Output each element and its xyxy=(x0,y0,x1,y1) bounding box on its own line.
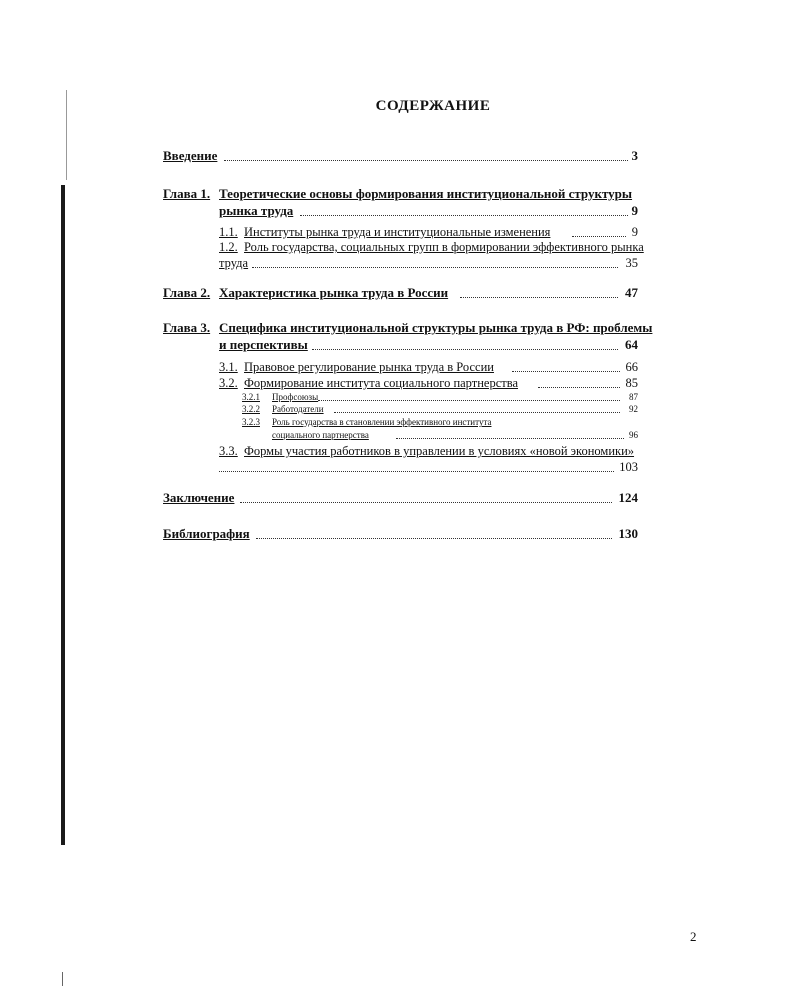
toc-intro[interactable] xyxy=(163,148,217,164)
toc-intro-page: 3 xyxy=(631,148,638,163)
toc-3-2-2-number: 3.2.2 xyxy=(242,404,260,414)
toc-3-2-1-title[interactable]: Профсоюзы xyxy=(272,392,319,402)
toc-3-2-number: 3.2. xyxy=(219,376,238,390)
toc-conclusion[interactable]: Заключение xyxy=(163,490,235,505)
toc-ch1-title-line2[interactable]: рынка труда xyxy=(219,203,294,218)
toc-1-2-title-line2[interactable]: труда xyxy=(219,256,249,270)
toc-ch1-number: Глава 1. xyxy=(163,186,211,201)
toc-ch3-number: Глава 3. xyxy=(163,320,211,335)
toc-3-2-2-page: 92 xyxy=(629,404,638,414)
toc-1-2[interactable] xyxy=(219,240,644,255)
toc-3-2-2-title[interactable]: Работодатели xyxy=(272,404,324,414)
toc-3-3-page: 103 xyxy=(619,460,638,474)
toc-3-2-3-title-line1[interactable]: Роль государства в становлении эффективного института xyxy=(272,417,492,427)
dot-leader xyxy=(219,471,614,472)
dot-leader xyxy=(460,297,618,298)
toc-3-2-title: Формирование института социального партнерства xyxy=(244,376,519,390)
toc-1-1-number: 1.1. xyxy=(219,225,238,239)
dot-leader xyxy=(318,400,620,401)
toc-ch3-page: 64 xyxy=(625,337,638,352)
toc-ch2-page: 47 xyxy=(625,285,638,300)
toc-1-2-title-line1: Роль государства, социальных групп в формировании эффективного рынка xyxy=(244,240,644,254)
dot-leader xyxy=(396,438,624,439)
toc-ch1-title-line1[interactable]: Теоретические основы формирования институциональной структуры xyxy=(219,186,633,201)
toc-1-1-page: 9 xyxy=(631,225,638,239)
toc-3-1-number: 3.1. xyxy=(219,360,238,374)
toc-3-2-1-number: 3.2.1 xyxy=(242,392,260,402)
page-title: СОДЕРЖАНИЕ xyxy=(375,98,491,114)
toc-1-2-number: 1.2. xyxy=(219,240,238,254)
dot-leader xyxy=(300,215,628,216)
toc-3-1[interactable] xyxy=(219,360,494,375)
toc-3-2[interactable] xyxy=(219,376,518,391)
toc-3-2-3-page: 96 xyxy=(629,430,638,440)
toc-1-1[interactable] xyxy=(219,225,550,240)
toc-intro-label: Введение xyxy=(163,148,218,163)
toc-ch3-title-line1[interactable]: Специфика институциональной структуры рынка труда в РФ: проблемы xyxy=(219,320,653,335)
toc-conclusion-page: 124 xyxy=(618,490,638,505)
dot-leader xyxy=(252,267,618,268)
toc-3-2-page: 85 xyxy=(625,376,638,390)
dot-leader xyxy=(334,412,620,413)
toc-ch1-page: 9 xyxy=(631,203,638,218)
scan-edge-mark-bottom xyxy=(62,972,63,986)
toc-ch2-title[interactable]: Характеристика рынка труда в России xyxy=(219,285,449,300)
toc-bibliography[interactable]: Библиография xyxy=(163,526,250,541)
toc-1-2-page: 35 xyxy=(625,256,638,270)
page-number: 2 xyxy=(690,929,697,944)
toc-3-1-page: 66 xyxy=(625,360,638,374)
toc-3-3[interactable] xyxy=(219,444,634,459)
toc-3-3-title: Формы участия работников в управлении в условиях «новой экономики» xyxy=(244,444,635,458)
toc-3-1-title: Правовое регулирование рынка труда в России xyxy=(244,360,494,374)
dot-leader xyxy=(312,349,618,350)
toc-ch3-title-line2[interactable]: и перспективы xyxy=(219,337,308,352)
scan-edge-mark xyxy=(61,185,65,845)
toc-ch2-number: Глава 2. xyxy=(163,285,211,300)
toc-3-2-3-title-line2[interactable]: социального партнерства xyxy=(272,430,369,440)
toc-bibliography-page: 130 xyxy=(618,526,638,541)
toc-3-3-number: 3.3. xyxy=(219,444,238,458)
toc-3-2-3-number: 3.2.3 xyxy=(242,417,260,427)
dot-leader xyxy=(240,502,612,503)
dot-leader xyxy=(224,160,628,161)
toc-3-2-1-page: 87 xyxy=(629,392,638,402)
dot-leader xyxy=(256,538,612,539)
toc-1-1-title: Институты рынка труда и институциональные изменения xyxy=(244,225,551,239)
